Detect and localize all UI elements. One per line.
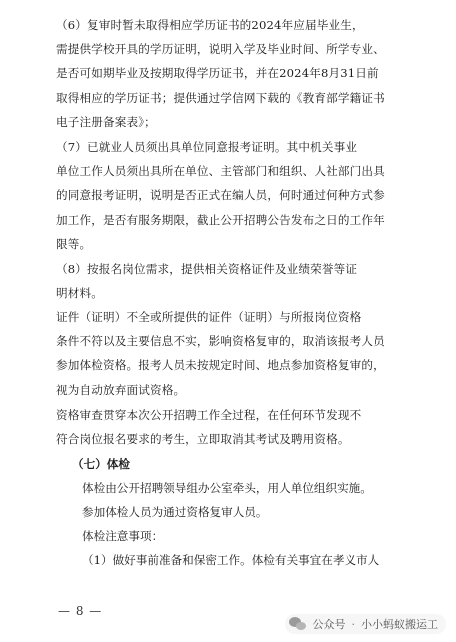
wechat-watermark xyxy=(285,614,447,634)
exam-note-item-1: （1）做好事前准备和保密工作。体检有关事宜在孝义市人 xyxy=(82,553,380,567)
exam-organizer-line: 体检由公开招聘领导组办公室牵头，用人单位组织实施。 xyxy=(82,481,372,495)
page-number: — 8 — xyxy=(58,604,103,618)
paragraph-item-6: （6）复审时暂未取得相应学历证书的2024年应届毕业生， 需提供学校开具的学历证明，说明入学及毕业时间、所学专业、 是否可如期毕业及按期取得学历证书，并在2024年8月31日前 取得相应的学历证书；提供通过学信网下载的《教育部学籍证书 电子注册备案表》； xyxy=(56,18,385,129)
paragraph-review-process: 资格审查贯穿本次公开招聘工作全过程，在任何环节发现不 符合岗位报名要求的考生，立即取消其考试及聘用资格。 xyxy=(56,408,362,447)
section-heading-physical-exam: （七）体检 xyxy=(72,457,130,471)
exam-participants-line: 参加体检人员为通过资格复审人员。 xyxy=(82,505,268,519)
watermark-account-prefix: 公众号 xyxy=(312,618,346,631)
paragraph-qualification-invalid: 证件（证明）不全或所提供的证件（证明）与所报岗位资格 条件不符以及主要信息不实，影响资格复审的，取消该报考人员 参加体检资格。报考人员未按规定时间、地点参加资格复审的， 视为自动放弃面试资格。 xyxy=(56,310,385,397)
paragraph-item-7: （7）已就业人员须出具单位同意报考证明。其中机关事业 单位工作人员须出具所在单位、主管部门和组织、人社部门出具 的同意报考证明，说明是否正式在编人员，何时通过何种方式参 加工作，是否有服务期限，截止公开招聘公告发布之日的工作年 限等。 xyxy=(56,140,385,251)
exam-notes-line: 体检注意事项： xyxy=(82,529,164,543)
watermark-account-name: 小小蚂蚁搬运工 xyxy=(361,618,438,631)
watermark-separator: · xyxy=(351,617,355,631)
paragraph-item-8: （8）按报名岗位需求，提供相关资格证件及业绩荣誉等证 明材料。 xyxy=(56,262,358,301)
wechat-icon xyxy=(289,616,307,632)
